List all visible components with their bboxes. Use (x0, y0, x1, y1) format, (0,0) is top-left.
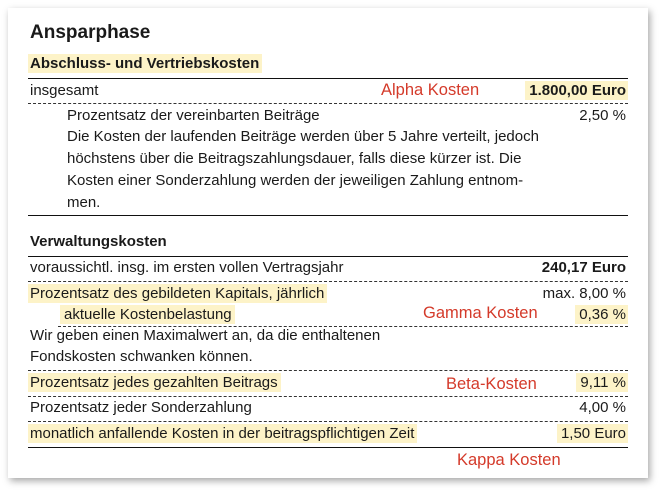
divider (28, 281, 628, 282)
divider (28, 78, 628, 79)
erstes-jahr-value: 240,17 Euro (541, 259, 626, 276)
note-line: Die Kosten der laufenden Beiträge werden über 5 Jahre verteilt, jedoch (67, 128, 539, 145)
section-heading-verwaltung: Verwaltungskosten (30, 233, 167, 250)
alpha-kosten-annotation: Alpha Kosten (381, 81, 480, 99)
divider (28, 256, 628, 257)
divider (28, 370, 628, 371)
divider (28, 103, 628, 104)
sonderzahlung-label: Prozentsatz jeder Sonderzahlung (30, 399, 252, 416)
aktuell-label: aktuelle Kostenbelastung (60, 305, 235, 324)
monatlich-value: 1,50 Euro (557, 424, 628, 443)
sonderzahlung-value: 4,00 % (579, 399, 626, 416)
aktuell-value: 0,36 % (575, 305, 628, 324)
kappa-kosten-annotation: Kappa Kosten (457, 451, 561, 469)
beitrag-value: 9,11 % (576, 373, 628, 392)
insgesamt-label: insgesamt (30, 82, 99, 99)
prozent-beitraege-value: 2,50 % (579, 107, 626, 124)
beitrag-label: Prozentsatz jedes gezahlten Beitrags (28, 373, 281, 392)
kapital-label: Prozentsatz des gebildeten Kapitals, jährlich (28, 284, 327, 303)
note-line: Wir geben einen Maximalwert an, da die enthaltenen (30, 327, 381, 344)
divider (28, 215, 628, 216)
monatlich-label: monatlich anfallende Kosten in der beitragspflichtigen Zeit (28, 424, 417, 443)
note-line: Kosten einer Sonderzahlung werden der jeweiligen Zahlung entnom- (67, 172, 524, 189)
note-line: men. (67, 194, 101, 211)
note-line: höchstens über die Beitragszahlungsdauer, falls diese kürzer ist. Die (67, 150, 522, 167)
divider (28, 396, 628, 397)
divider (28, 421, 628, 422)
note-line: Fondskosten schwanken können. (30, 348, 253, 365)
insgesamt-value: 1.800,00 Euro (525, 81, 628, 100)
page-title: Ansparphase (30, 22, 151, 43)
divider (28, 447, 628, 448)
beta-kosten-annotation: Beta-Kosten (446, 375, 537, 393)
erstes-jahr-label: voraussichtl. insg. im ersten vollen Vertragsjahr (30, 259, 344, 276)
prozent-beitraege-label: Prozentsatz der vereinbarten Beiträge (67, 107, 320, 124)
gamma-kosten-annotation: Gamma Kosten (423, 304, 538, 322)
kapital-value: max. 8,00 % (542, 285, 626, 302)
section-heading-abschluss: Abschluss- und Vertriebskosten (28, 54, 262, 73)
